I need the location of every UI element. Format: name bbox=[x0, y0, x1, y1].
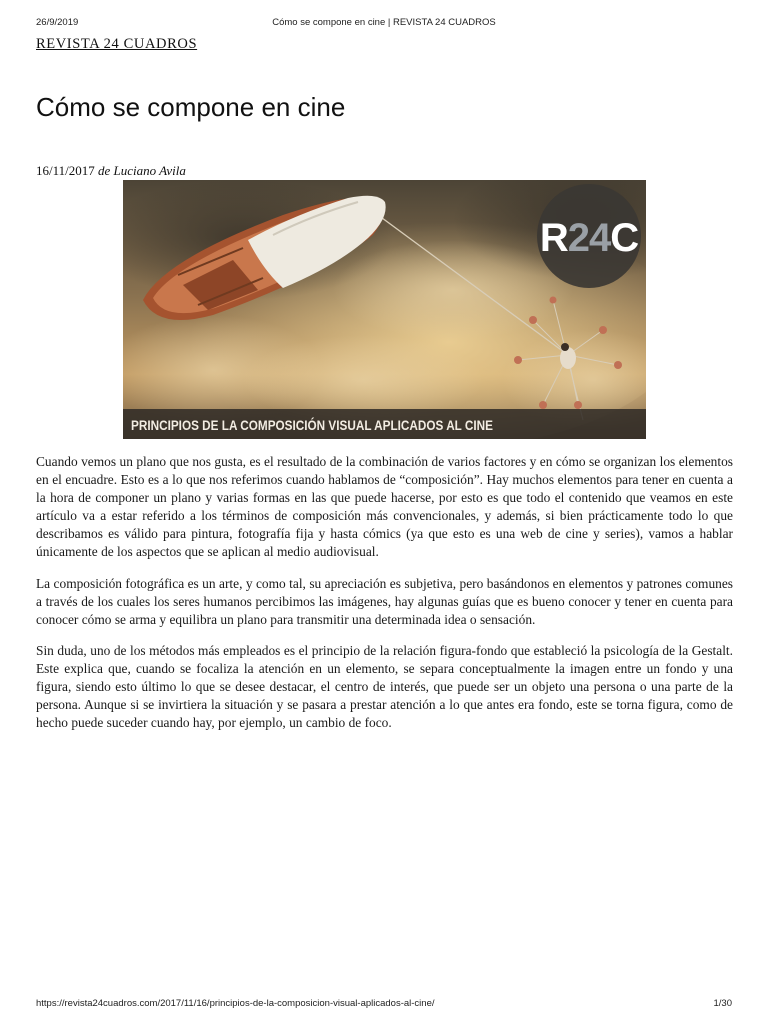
r24c-logo bbox=[537, 184, 641, 288]
print-header bbox=[36, 17, 732, 31]
byline-by: de bbox=[98, 163, 111, 178]
paragraph-1: Cuando vemos un plano que nos gusta, es el resultado de la combinación de varios factores y en cómo se organizan los elementos en el encuadre. Esto es a lo que nos referimos cuando hablamos de “composición”. Hay muchos elementos para tener en cuenta a la hora de componer un plano y varias formas en las que puede hacerse, por esto es que todo el contenido que veamos en este artículo va a estar referido a los términos de composición más convencionales, y además, si bien prácticamente todo lo que describamos es válido para pintura, fotografía fija y hasta cómics (ya que esto es una web de cine y series), vamos a hablar únicamente de los aspectos que se aplican al medio audiovisual. bbox=[36, 454, 733, 560]
hero-image bbox=[123, 180, 646, 439]
paragraph-2: La composición fotográfica es un arte, y como tal, su apreciación es subjetiva, pero basándonos en elementos y patrones comunes a través de los cuales los seres humanos percibimos las imágenes, hay algunas guías que es bueno conocer y tener en cuenta para conocer cómo se arma y equilibra un plano para transmitir una determinada idea o sensación. bbox=[36, 575, 733, 627]
byline bbox=[36, 163, 186, 179]
print-title: Cómo se compone en cine | REVISTA 24 CUADROS bbox=[272, 17, 496, 28]
hero-caption: PRINCIPIOS DE LA COMPOSICIÓN VISUAL APLICADOS AL CINE bbox=[131, 418, 493, 433]
logo-letter-r: R bbox=[539, 216, 568, 260]
svg-text:R24C bbox=[540, 216, 638, 260]
print-footer bbox=[36, 998, 732, 1012]
print-url: https://revista24cuadros.com/2017/11/16/principios-de-la-composicion-visual-aplicados-al-cine/ bbox=[36, 998, 435, 1009]
paragraph-3: Sin duda, uno de los métodos más empleados es el principio de la relación figura-fondo que estableció la psicología de la Gestalt. Este explica que, cuando se focaliza la atención en un elemento, se separa conceptualmente la imagen entre un fondo y una figura, siendo esto último lo que se desee destacar, el centro de interés, que puede ser un objeto una persona o una parte de la persona. Aunque si se invirtiera la situación y se pasara a prestar atención a lo que antes era fondo, este se torna figura, como de hecho puede suceder cuando hay, por ejemplo, un cambio de foco. bbox=[36, 642, 733, 731]
publish-date: 16/11/2017 bbox=[36, 163, 95, 178]
logo-letter-c: C bbox=[610, 216, 639, 260]
author-link[interactable]: Luciano Avila bbox=[113, 163, 186, 178]
site-name-link[interactable]: REVISTA 24 CUADROS bbox=[36, 36, 198, 52]
article-title: Cómo se compone en cine bbox=[36, 92, 346, 122]
page-number: 1/30 bbox=[713, 998, 732, 1009]
article-body bbox=[36, 453, 733, 745]
logo-number: 24 bbox=[567, 216, 611, 260]
print-date: 26/9/2019 bbox=[36, 17, 79, 28]
